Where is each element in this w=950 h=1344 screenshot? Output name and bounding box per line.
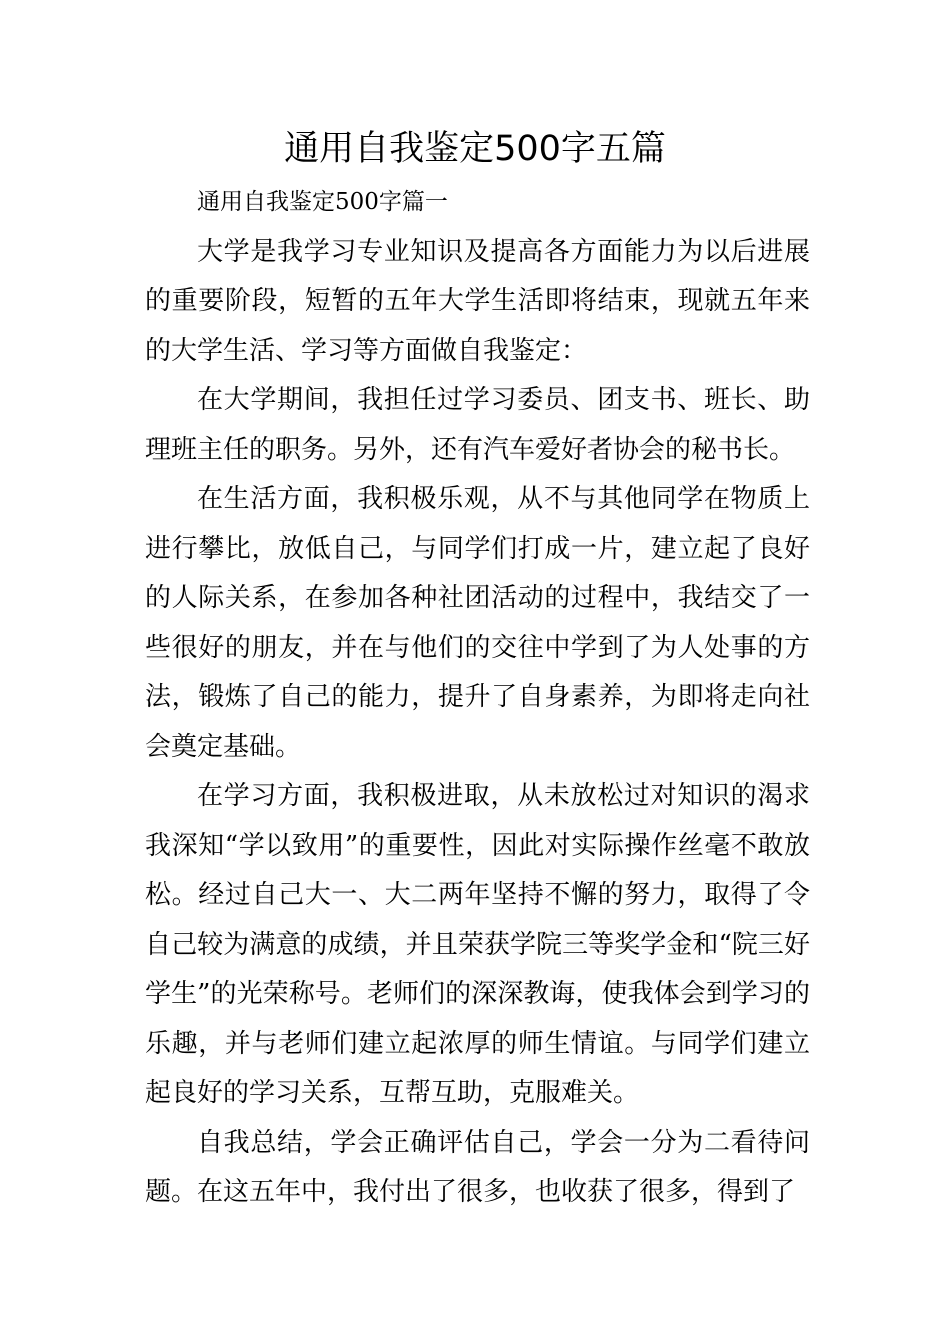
document-title: 通用自我鉴定500字五篇 (284, 129, 666, 169)
paragraph-intro: 大学是我学习专业知识及提高各方面能力为以后进展的重要阶段，短暂的五年大学生活即将结束，现就五年来的大学生活、学习等方面做自我鉴定： (145, 236, 810, 366)
paragraph-positions: 在大学期间，我担任过学习委员、团支书、班长、助理班主任的职务。另外，还有汽车爱好者协会的秘书长。 (145, 385, 810, 465)
paragraph-study: 在学习方面，我积极进取，从未放松过对知识的渴求我深知“学以致用”的重要性，因此对实际操作丝毫不敢放松。经过自己大一、大二两年坚持不懈的努力，取得了令自己较为满意的成绩，并且荣获学院三等奖学金和“院三好学生”的光荣称号。老师们的深深教诲，使我体会到学习的乐趣，并与老师们建立起浓厚的师生情谊。与同学们建立起良好的学习关系，互帮互助，克服难关。 (145, 781, 810, 1108)
paragraph-life: 在生活方面，我积极乐观，从不与其他同学在物质上进行攀比，放低自己，与同学们打成一片，建立起了良好的人际关系，在参加各种社团活动的过程中，我结交了一些很好的朋友，并在与他们的交往中学到了为人处事的方法，锻炼了自己的能力，提升了自身素养，为即将走向社会奠定基础。 (145, 484, 810, 762)
section-subheading: 通用自我鉴定500字篇一 (197, 189, 448, 215)
document-body (145, 178, 810, 1218)
paragraph-summary: 自我总结，学会正确评估自己，学会一分为二看待问题。在这五年中，我付出了很多，也收获了很多，得到了 (145, 1127, 810, 1207)
